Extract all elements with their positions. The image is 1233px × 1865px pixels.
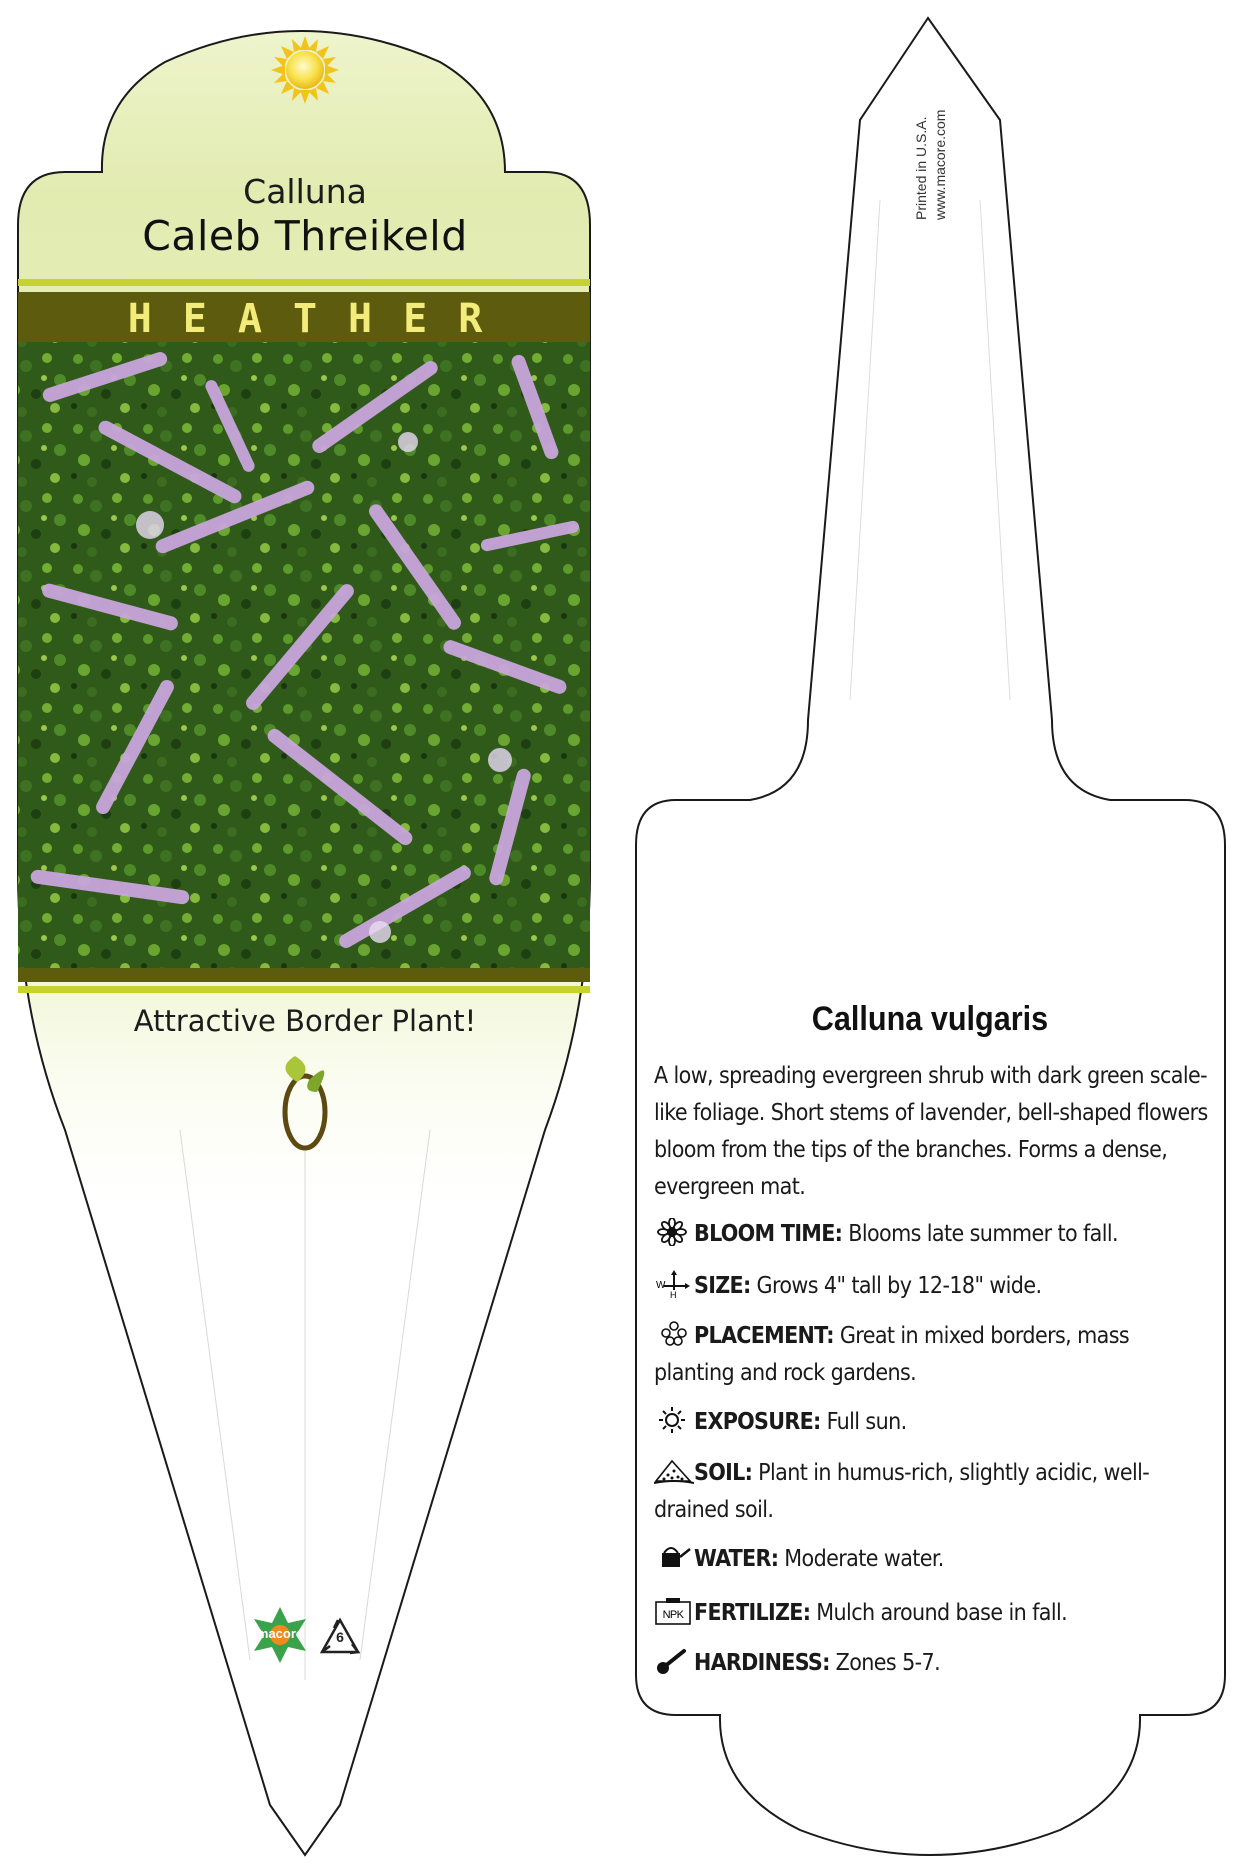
sun-icon xyxy=(271,36,339,104)
npk-icon xyxy=(654,1597,694,1625)
placement-icon xyxy=(654,1320,694,1348)
attr-water: WATER: Moderate water. xyxy=(654,1541,1214,1578)
plant-description: A low, spreading evergreen shrub with dark green scale-like foliage. Short stems of lavender, bell-shaped flowers bloom from the tips of the branches. Forms a dense, evergreen mat. xyxy=(654,1063,1208,1200)
attr-exposure: EXPOSURE: Full sun. xyxy=(654,1404,1214,1441)
flower-icon xyxy=(654,1218,694,1246)
watering-can-icon xyxy=(654,1543,694,1571)
cultivar-name: Caleb Threikeld xyxy=(142,212,468,260)
soil-icon xyxy=(654,1457,694,1485)
attr-hardiness: HARDINESS: Zones 5-7. xyxy=(654,1645,1214,1682)
svg-text:W: W xyxy=(656,1280,665,1291)
printed-in-usa: Printed in U.S.A. www.macore.com xyxy=(913,109,948,220)
attr-size: W H SIZE: Grows 4" tall by 12-18" wide. xyxy=(654,1268,1214,1305)
bottom-olive-rule xyxy=(18,968,590,982)
common-name: HEATHER xyxy=(127,296,514,342)
svg-text:NPK: NPK xyxy=(662,1609,684,1621)
attr-fertilize: NPK FERTILIZE: Mulch around base in fall. xyxy=(654,1595,1214,1632)
tagline: Attractive Border Plant! xyxy=(133,1004,477,1038)
recycle-code: 6 xyxy=(336,1629,344,1645)
thermometer-icon xyxy=(654,1647,694,1675)
genus-name: Calluna xyxy=(243,172,367,211)
attr-soil: SOIL: Plant in humus-rich, slightly acidic, well-drained soil. xyxy=(654,1455,1214,1529)
top-lime-rule xyxy=(18,279,590,286)
size-icon xyxy=(654,1270,694,1298)
attr-placement: PLACEMENT: Great in mixed borders, mass planting and rock gardens. xyxy=(654,1318,1214,1392)
bottom-lime-rule xyxy=(18,986,590,993)
attr-bloom-time: BLOOM TIME: Blooms late summer to fall. xyxy=(654,1216,1214,1253)
macore-brand-text: macore xyxy=(256,1626,304,1641)
svg-text:H: H xyxy=(670,1290,676,1298)
back-tag-outline xyxy=(636,18,1225,1855)
species-name: Calluna vulgaris xyxy=(811,1000,1049,1038)
sun-outline-icon xyxy=(654,1406,694,1434)
plant-photo xyxy=(18,342,590,968)
